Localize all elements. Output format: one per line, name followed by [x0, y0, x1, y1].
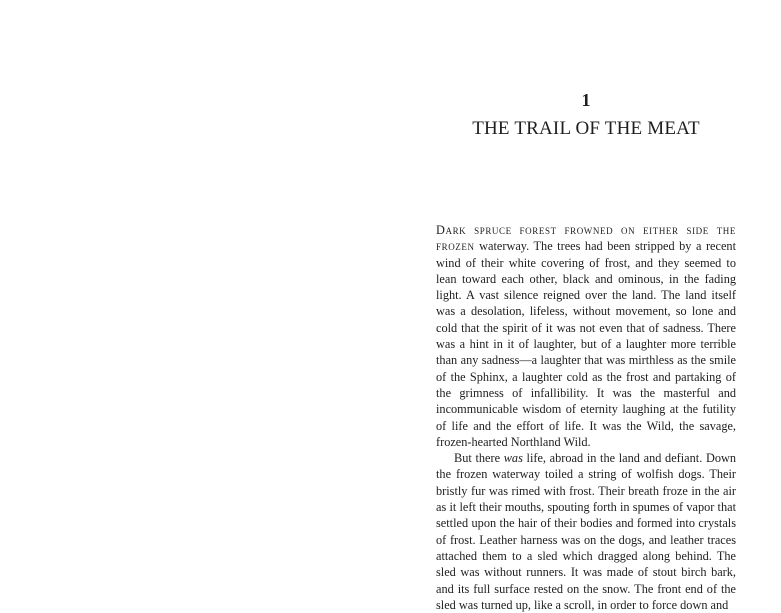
chapter-body — [436, 222, 736, 613]
paragraph-2-text: life, abroad in the land and defiant. Down the frozen waterway toiled a string of wolfish dogs. Their bristly fur was rimed with frost. Their breath froze in the air as it left their mouths, spouting forth in spumes of vapor that settled upon the hair of their bodies and formed into crystals of frost. Leather harness was on the dogs, and leather traces attached them to a sled which dragged along behind. The sled was without runners. It was made of stout birch bark, and its full surface rested on the snow. The front end of the sled was turned up, like a scroll, in order to force down and — [436, 451, 737, 612]
chapter-number: 1 — [581, 90, 591, 110]
paragraph-1-text: waterway. The trees had been stripped by a recent wind of their white covering of frost, and they seemed to lean toward each other, black and ominous, in the fading light. A vast silence reigned over the land. The land itself was a desolation, lifeless, without movement, so lone and cold that the spirit of it was not even that of sadness. There was a hint in it of laughter, but of a laughter more terrible than any sadness—a laughter that was mirthless as the smile of the Sphinx, a laughter cold as the frost and partaking of the grimness of infallibility. It was the masterful and incommunicable wisdom of eternity laughing at the futility of life and the effort of life. It was the Wild, the savage, frozen-hearted Northland Wild. — [436, 239, 736, 449]
chapter-title: THE TRAIL OF THE MEAT — [472, 118, 700, 139]
paragraph-2-start: But there — [454, 451, 504, 466]
paragraph-1 — [436, 222, 736, 450]
left-page-blank — [0, 0, 390, 600]
opening-small-caps: Dark spruce forest frowned on either side the frozen — [436, 223, 736, 254]
paragraph-2-emphasis: was — [503, 451, 523, 466]
paragraph-2 — [436, 450, 736, 613]
